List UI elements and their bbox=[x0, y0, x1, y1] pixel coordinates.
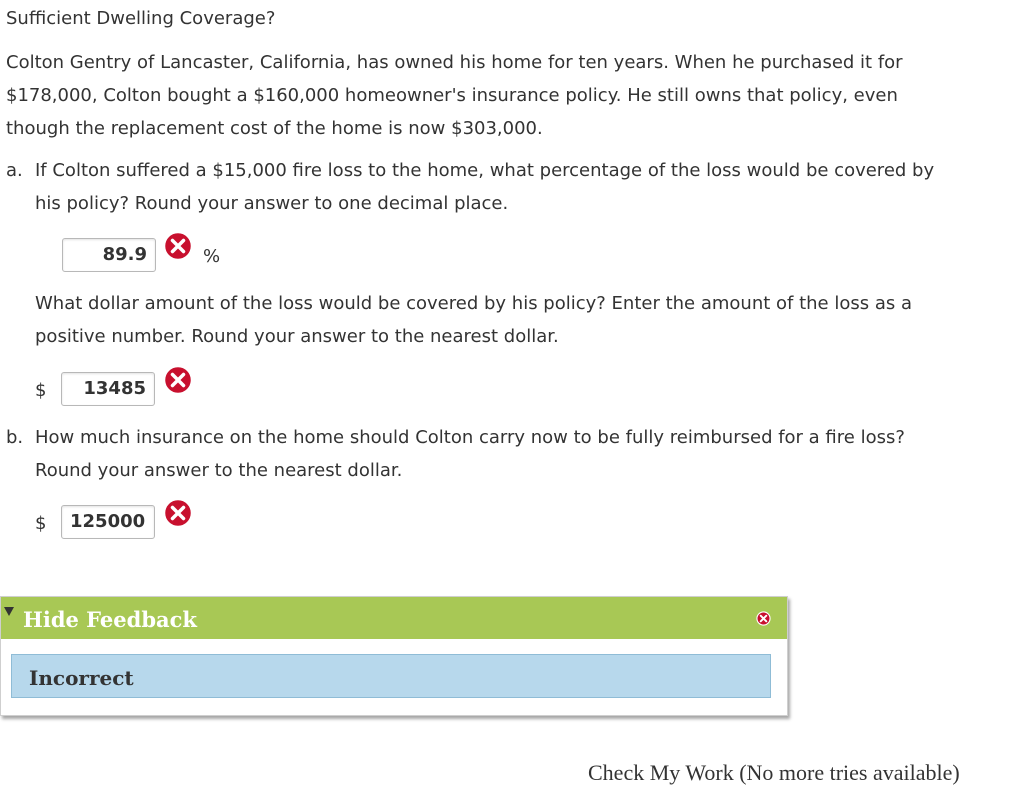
intro-paragraph bbox=[6, 46, 1006, 145]
error-x-icon bbox=[163, 231, 193, 261]
percent-answer-input[interactable]: 89.9 bbox=[62, 238, 156, 272]
question-line: If Colton suffered a $15,000 fire loss to the home, what percentage of the loss would be covered by bbox=[35, 160, 935, 181]
hide-feedback-toggle[interactable]: Hide Feedback bbox=[23, 607, 197, 632]
error-x-icon bbox=[163, 498, 193, 528]
question-a-text bbox=[35, 154, 934, 220]
question-b-label: b. bbox=[6, 427, 24, 448]
feedback-panel bbox=[0, 596, 788, 716]
question-line: his policy? Round your answer to one decimal place. bbox=[35, 193, 509, 214]
feedback-header[interactable] bbox=[1, 597, 787, 639]
dollar-prefix: $ bbox=[35, 513, 47, 534]
question-line: Round your answer to the nearest dollar. bbox=[35, 460, 403, 481]
triangle-down-icon[interactable] bbox=[4, 607, 14, 616]
question-line: positive number. Round your answer to the nearest dollar. bbox=[35, 326, 559, 347]
dollar-answer-input[interactable]: 13485 bbox=[61, 372, 155, 406]
intro-line: though the replacement cost of the home is now $303,000. bbox=[6, 118, 543, 139]
error-x-icon bbox=[163, 365, 193, 395]
feedback-body bbox=[11, 654, 771, 698]
question-line: What dollar amount of the loss would be covered by his policy? Enter the amount of the loss as a bbox=[35, 293, 913, 314]
question-a-sub-text bbox=[35, 287, 912, 353]
percent-unit: % bbox=[203, 246, 221, 267]
question-b-text bbox=[35, 421, 905, 487]
feedback-status: Incorrect bbox=[29, 666, 134, 690]
intro-line: $178,000, Colton bought a $160,000 homeowner's insurance policy. He still owns that policy, even bbox=[6, 85, 898, 106]
question-title: Sufficient Dwelling Coverage? bbox=[6, 8, 276, 29]
check-my-work-link[interactable]: Check My Work (No more tries available) bbox=[588, 760, 960, 785]
dollar-prefix: $ bbox=[35, 380, 47, 401]
question-a-label: a. bbox=[6, 160, 23, 181]
question-line: How much insurance on the home should Colton carry now to be fully reimbursed for a fire loss? bbox=[35, 427, 905, 448]
close-icon[interactable] bbox=[756, 611, 771, 626]
intro-line: Colton Gentry of Lancaster, California, has owned his home for ten years. When he purchased it for bbox=[6, 52, 903, 73]
insurance-answer-input[interactable]: 125000 bbox=[61, 505, 155, 539]
